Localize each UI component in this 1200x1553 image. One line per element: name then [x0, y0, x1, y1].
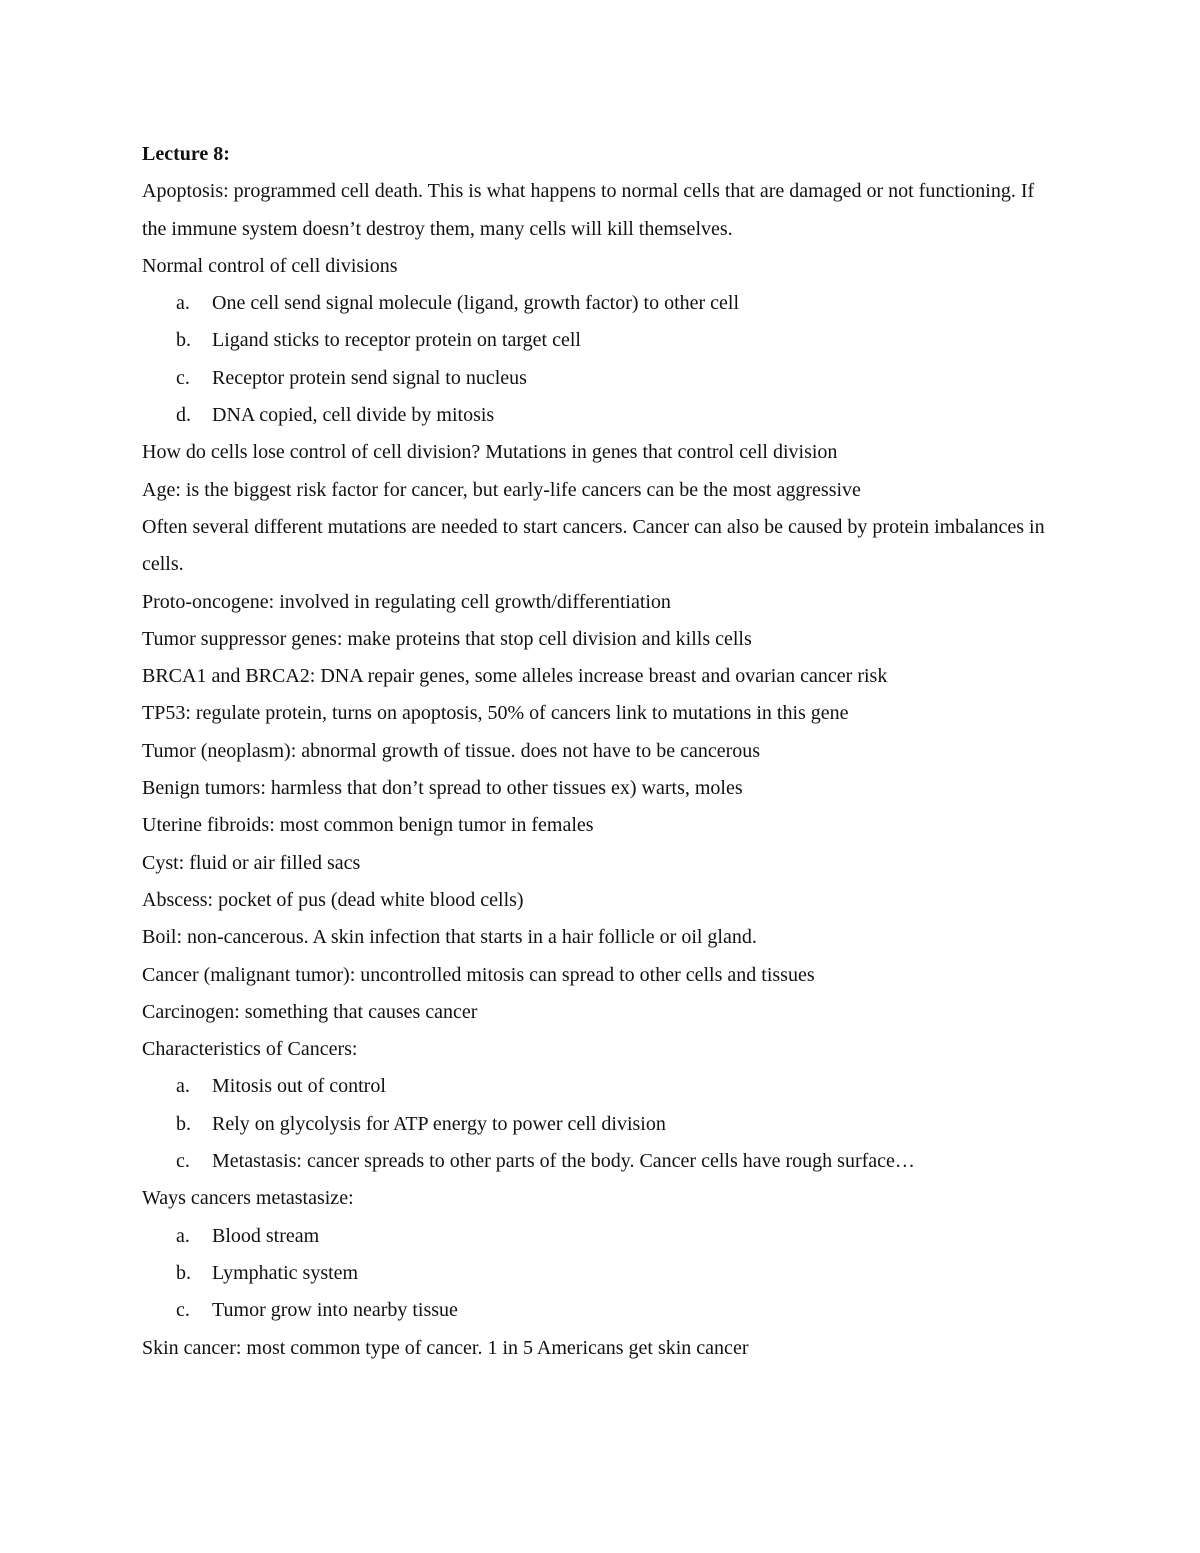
text-line: BRCA1 and BRCA2: DNA repair genes, some alleles increase breast and ovarian cancer risk [142, 665, 888, 688]
metastasize-list [142, 1218, 1062, 1330]
text-line: TP53: regulate protein, turns on apoptosis, 50% of cancers link to mutations in this gene [142, 702, 849, 725]
list-item: b. Rely on glycolysis for ATP energy to power cell division [176, 1112, 666, 1135]
apoptosis-paragraph: Apoptosis: programmed cell death. This is what happens to normal cells that are damaged or not functioning. If the immune system doesn’t destroy them, many cells will kill themselves. [142, 180, 1035, 240]
text-line: Boil: non-cancerous. A skin infection that starts in a hair follicle or oil gland. [142, 926, 757, 949]
text-line: Benign tumors: harmless that don’t spread to other tissues ex) warts, moles [142, 777, 743, 800]
text-line: Abscess: pocket of pus (dead white blood cells) [142, 888, 524, 911]
text-line: How do cells lose control of cell division? Mutations in genes that control cell division [142, 441, 838, 464]
characteristics-heading: Characteristics of Cancers: [142, 1038, 358, 1061]
list-item: c. Tumor grow into nearby tissue [176, 1299, 458, 1322]
text-line: Uterine fibroids: most common benign tumor in females [142, 814, 594, 837]
list-item: a. Blood stream [176, 1224, 320, 1247]
text-line: Carcinogen: something that causes cancer [142, 1000, 478, 1023]
list-item: a. Mitosis out of control [176, 1075, 386, 1098]
text-line: Tumor suppressor genes: make proteins that stop cell division and kills cells [142, 627, 752, 650]
document-page [142, 136, 1062, 1367]
list-item: d. DNA copied, cell divide by mitosis [176, 404, 495, 427]
list-item: c. Receptor protein send signal to nucleus [176, 366, 527, 389]
characteristics-list [142, 1068, 1062, 1180]
list-item: c. Metastasis: cancer spreads to other parts of the body. Cancer cells have rough surface… [176, 1150, 915, 1173]
skin-cancer-line: Skin cancer: most common type of cancer. 1 in 5 Americans get skin cancer [142, 1336, 749, 1359]
lecture-title: Lecture 8: [142, 143, 230, 165]
metastasize-heading: Ways cancers metastasize: [142, 1187, 354, 1210]
text-line: Proto-oncogene: involved in regulating cell growth/differentiation [142, 590, 671, 613]
normal-control-list [142, 285, 1062, 434]
list-item: a. One cell send signal molecule (ligand, growth factor) to other cell [176, 292, 740, 315]
list-item: b. Ligand sticks to receptor protein on target cell [176, 329, 581, 352]
list-item: b. Lymphatic system [176, 1261, 359, 1284]
text-line: Age: is the biggest risk factor for cancer, but early-life cancers can be the most aggressive [142, 478, 861, 501]
normal-control-heading: Normal control of cell divisions [142, 254, 398, 277]
text-line: Tumor (neoplasm): abnormal growth of tissue. does not have to be cancerous [142, 739, 761, 762]
mutations-paragraph: Often several different mutations are needed to start cancers. Cancer can also be caused by protein imbalances in cells. [142, 515, 1045, 576]
text-line: Cancer (malignant tumor): uncontrolled mitosis can spread to other cells and tissues [142, 963, 815, 986]
text-line: Cyst: fluid or air filled sacs [142, 851, 361, 874]
